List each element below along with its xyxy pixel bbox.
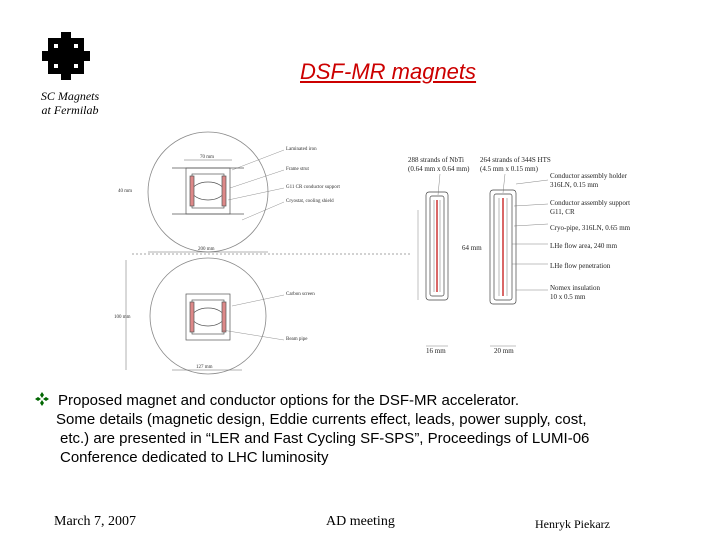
magnet-label-5: Beam pipe [286,337,308,342]
cond-callout-8: 10 x 0.5 mm [550,293,586,301]
bullet-line-1: Proposed magnet and conductor options for the DSF-MR accelerator. [58,392,520,409]
strand-right-line2: (4.5 mm x 0.15 mm) [480,165,538,173]
slide-title: DSF-MR magnets [300,59,477,84]
cond-callout-1: 316LN, 0.15 mm [550,181,599,189]
magnet-label-0: Laminated iron [286,147,317,152]
subtitle-line-2: at Fermilab [41,103,99,117]
cond-callout-7: Nomex insulation [550,284,600,292]
magnet-label-1: Frame strut [286,167,309,172]
footer-author: Henryk Piekarz [535,517,610,531]
cond-callout-3: G11, CR [550,208,575,216]
magnet-cross-section-figure [112,130,412,375]
cond-dim-right: 20 mm [494,347,514,355]
cond-callout-4: Cryo-pipe, 316LN, 0.65 mm [550,224,630,232]
bullet-line-4: Conference dedicated to LHC luminosity [60,449,329,466]
diamond-bullet-icon [34,391,50,407]
magnet-dim-4: 127 mm [196,365,213,370]
cond-callout-5: LHe flow area, 240 mm [550,242,618,250]
bullet-text [56,391,696,467]
magnet-dim-1: 40 mm [118,189,133,194]
magnet-label-2: G11 CR conductor support [286,185,340,190]
footer-date: March 7, 2007 [54,514,137,529]
conductor-options-figure [400,150,630,360]
magnet-label-4: Carbon screen [286,292,315,297]
cond-callout-0: Conductor assembly holder [550,172,627,180]
cond-dim-left: 16 mm [426,347,446,355]
fermilab-logo [40,30,92,82]
strand-left-line1: 288 strands of NbTi [408,156,464,164]
magnet-label-3: Cryostat, cooling shield [286,199,334,204]
slide-subtitle [30,89,110,117]
footer-meeting: AD meeting [326,514,395,529]
subtitle-line-1: SC Magnets [40,89,100,103]
cond-callout-6: LHe flow penetration [550,262,611,270]
magnet-dim-3: 100 mm [114,315,131,320]
strand-left-line2: (0.64 mm x 0.64 mm) [408,165,470,173]
magnet-dim-2: 200 mm [198,247,215,252]
strand-right-line1: 264 strands of 344S HTS [480,156,551,164]
bullet-line-2: Some details (magnetic design, Eddie currents effect, leads, power supply, cost, [56,411,587,428]
bullet-line-3: etc.) are presented in “LER and Fast Cycling SF-SPS”, Proceedings of LUMI-06 [60,430,590,447]
magnet-dim-0: 70 mm [200,155,215,160]
cond-dim-height: 64 mm [462,244,482,252]
cond-callout-2: Conductor assembly support [550,199,630,207]
